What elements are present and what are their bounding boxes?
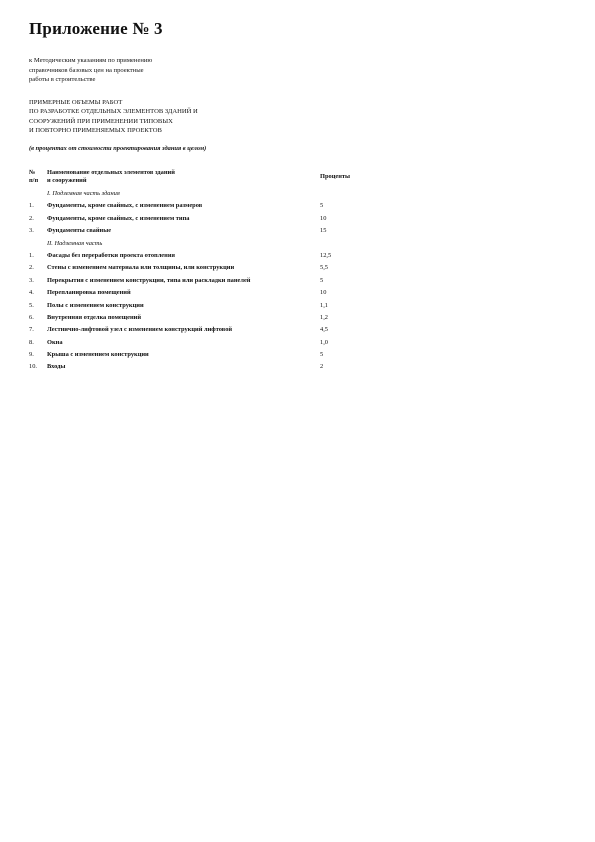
table-row bbox=[29, 337, 369, 349]
header-number-column bbox=[29, 169, 38, 185]
row-percent: 1,2 bbox=[320, 313, 328, 321]
row-percent: 2 bbox=[320, 363, 324, 371]
section-title: II. Надземная часть bbox=[47, 239, 103, 247]
reference-line: работы в строительстве bbox=[29, 76, 96, 83]
row-percent: 10 bbox=[320, 214, 327, 222]
row-name: Крыша с изменением конструкции bbox=[47, 351, 149, 359]
reference-line: к Методическим указаниям по применению bbox=[29, 57, 153, 64]
table-row bbox=[29, 324, 369, 336]
row-percent: 5 bbox=[320, 351, 324, 359]
row-percent: 12,5 bbox=[320, 251, 332, 259]
heading-line: ПРИМЕРНЫЕ ОБЪЕМЫ РАБОТ bbox=[29, 99, 123, 106]
row-name: Перепланировка помещений bbox=[47, 289, 131, 297]
page-title: Приложение № 3 bbox=[29, 19, 163, 38]
header-name-line: и сооружений bbox=[47, 176, 87, 184]
row-percent: 1,1 bbox=[320, 301, 328, 309]
table-row bbox=[29, 349, 369, 361]
row-name: Перекрытия с изменением конструкции, типа или раскладки панелей bbox=[47, 276, 251, 284]
row-percent: 5,5 bbox=[320, 264, 328, 272]
row-number: 2. bbox=[29, 264, 34, 272]
header-percent-column: Проценты bbox=[320, 173, 351, 180]
heading-line: ПО РАЗРАБОТКЕ ОТДЕЛЬНЫХ ЭЛЕМЕНТОВ ЗДАНИЙ И bbox=[29, 108, 198, 116]
row-number: 9. bbox=[29, 351, 34, 359]
reference-note bbox=[29, 56, 152, 85]
row-name: Фасады без переработки проекта отопления bbox=[47, 251, 175, 259]
table-row bbox=[29, 250, 369, 262]
header-number-line: № bbox=[29, 169, 36, 176]
row-percent: 5 bbox=[320, 276, 324, 284]
table-row bbox=[29, 262, 369, 274]
row-percent: 1,0 bbox=[320, 338, 328, 346]
row-name: Полы с изменением конструкции bbox=[47, 301, 144, 309]
row-name: Фундаменты, кроме свайных, с изменением типа bbox=[47, 214, 190, 222]
row-name: Лестнично-лифтовой узел с изменением конструкций лифтовой bbox=[47, 326, 233, 334]
row-name: Стены с изменением материала или толщины, или конструкции bbox=[47, 264, 235, 272]
row-number: 7. bbox=[29, 326, 34, 334]
document-heading bbox=[29, 98, 198, 135]
row-percent: 15 bbox=[320, 227, 327, 235]
header-name-line: Наименование отдельных элементов зданий bbox=[47, 169, 175, 176]
row-number: 5. bbox=[29, 301, 34, 309]
row-number: 2. bbox=[29, 214, 34, 222]
row-name: Окна bbox=[47, 338, 63, 346]
table-row bbox=[29, 287, 369, 299]
row-name: Фундаменты, кроме свайных, с изменением размеров bbox=[47, 202, 203, 210]
work-volume-table bbox=[29, 169, 369, 374]
header-number-line: п/п bbox=[29, 176, 39, 184]
heading-line: И ПОВТОРНО ПРИМЕНЯЕМЫХ ПРОЕКТОВ bbox=[29, 126, 162, 134]
row-name: Входы bbox=[47, 363, 66, 371]
heading-line: СООРУЖЕНИЙ ПРИ ПРИМЕНЕНИИ ТИПОВЫХ bbox=[29, 117, 173, 125]
row-number: 8. bbox=[29, 338, 34, 346]
section-title: I. Подземная часть здания bbox=[47, 190, 120, 197]
row-number: 3. bbox=[29, 227, 34, 235]
table-header bbox=[29, 169, 369, 188]
row-name: Внутренняя отделка помещений bbox=[47, 313, 142, 321]
row-number: 3. bbox=[29, 276, 34, 284]
table-row bbox=[29, 200, 369, 212]
row-number: 6. bbox=[29, 313, 34, 321]
table-row bbox=[29, 275, 369, 287]
row-number: 10. bbox=[29, 363, 37, 371]
row-number: 1. bbox=[29, 251, 34, 259]
header-name-column bbox=[47, 169, 175, 185]
row-percent: 4,5 bbox=[320, 326, 328, 334]
table-row bbox=[29, 213, 369, 225]
table-row bbox=[29, 225, 369, 237]
row-name: Фундаменты свайные bbox=[47, 227, 112, 235]
row-percent: 5 bbox=[320, 202, 324, 210]
reference-line: справочников базовых цен на проектные bbox=[29, 66, 144, 74]
table-row bbox=[29, 312, 369, 324]
table-row bbox=[29, 300, 369, 312]
row-percent: 10 bbox=[320, 289, 327, 297]
row-number: 4. bbox=[29, 289, 34, 297]
units-note: (в процентах от стоимости проектирования здания в целом) bbox=[29, 145, 207, 152]
row-number: 1. bbox=[29, 202, 34, 210]
table-row bbox=[29, 361, 369, 373]
